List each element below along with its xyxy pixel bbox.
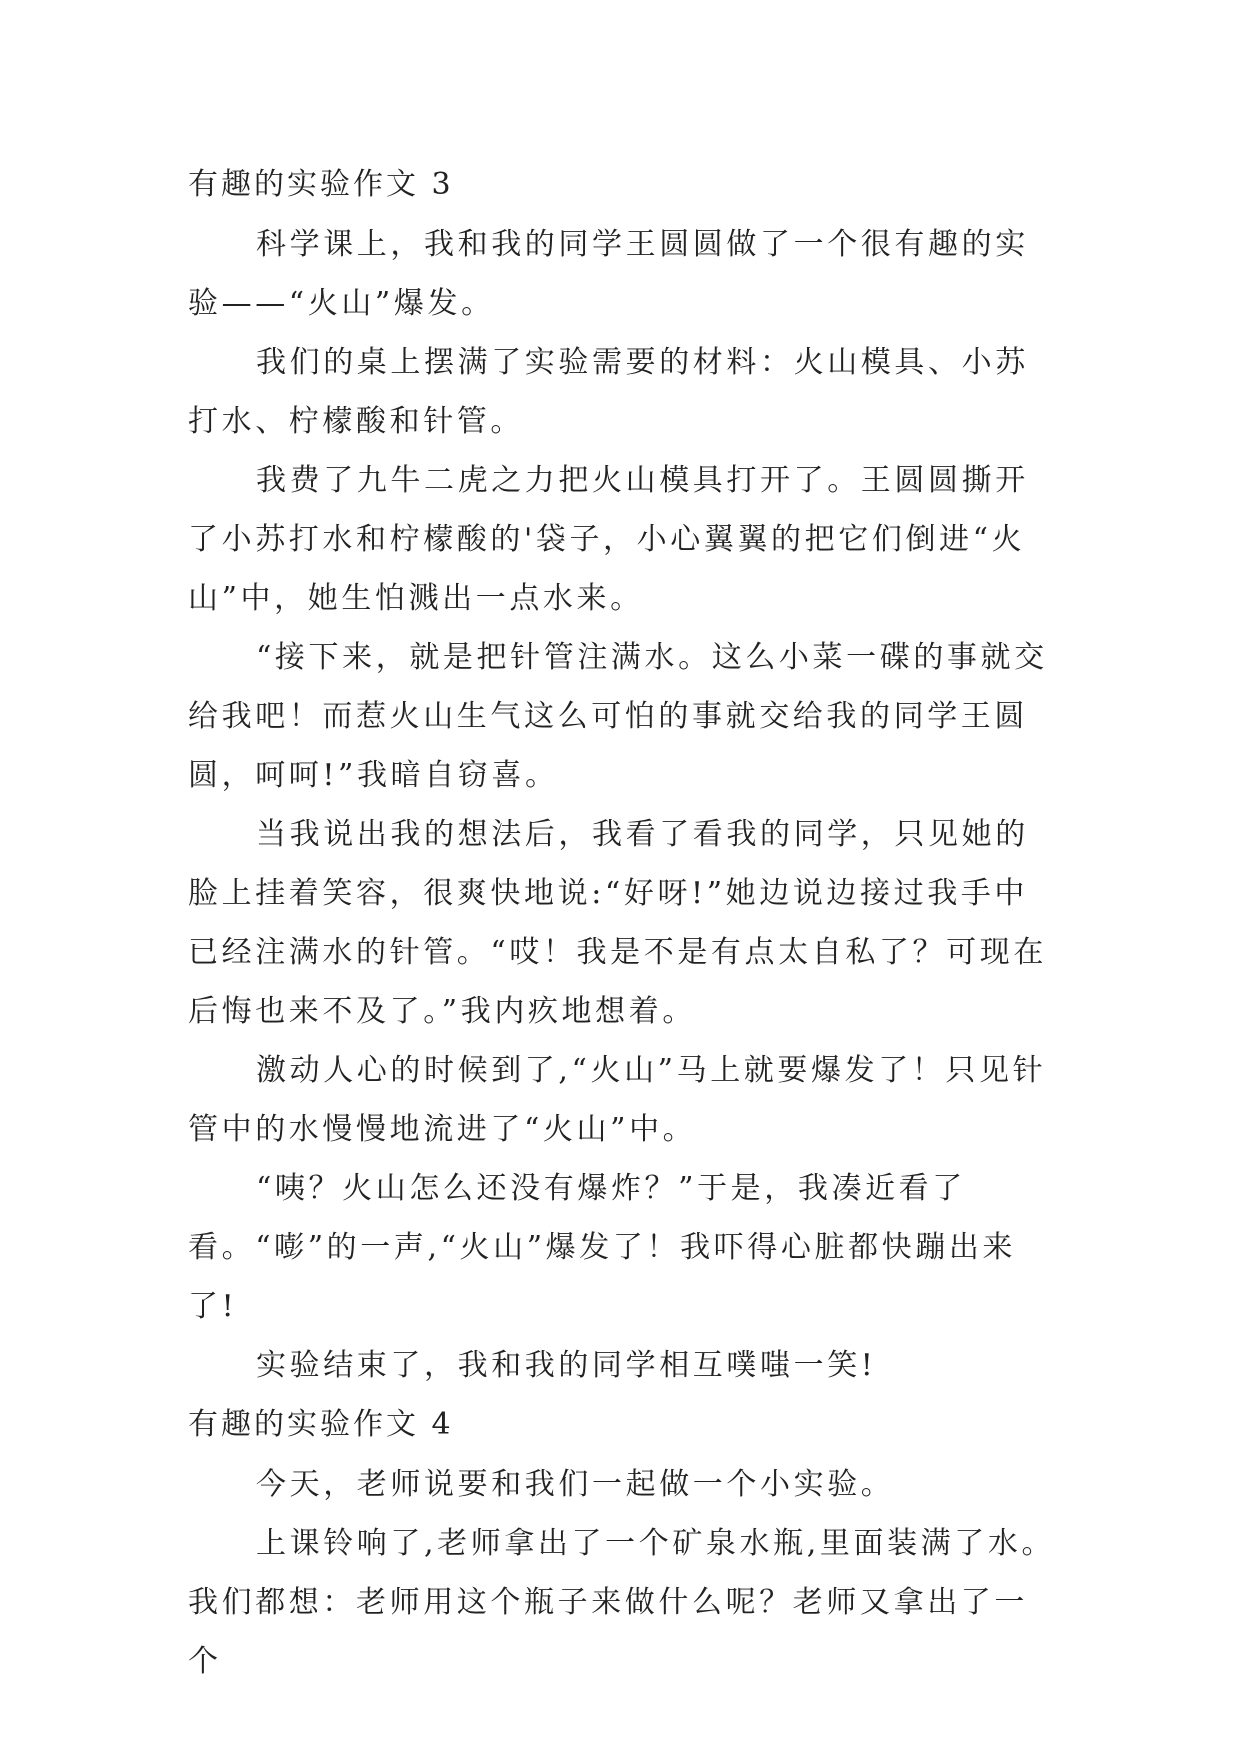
essay-paragraph: “咦？火山怎么还没有爆炸？”于是，我凑近看了看。“嘭”的一声,“火山”爆发了！我吓得心脏都快蹦出来了! [188,1171,1017,1324]
essay-paragraph: 我们的桌上摆满了实验需要的材料：火山模具、小苏打水、柠檬酸和针管。 [188,345,1029,439]
essay-paragraph: 今天，老师说要和我们一起做一个小实验。 [256,1467,895,1502]
essay-paragraph: 当我说出我的想法后，我看了看我的同学，只见她的脸上挂着笑容，很爽快地说:“好呀!”她边说边接过我手中已经注满水的针管。“哎！我是不是有点太自私了？可现在后悔也来不及了。”我内疚地想着。 [188,817,1047,1029]
essay-paragraph: 科学课上，我和我的同学王圆圆做了一个很有趣的实验——“火山”爆发。 [188,227,1029,321]
essay-title: 有趣的实验作文 4 [188,1407,454,1442]
essay-paragraph: 我费了九牛二虎之力把火山模具打开了。王圆圆撕开了小苏打水和柠檬酸的'袋子，小心翼翼的把它们倒进“火山”中，她生怕溅出一点水来。 [188,463,1029,616]
essay-paragraph: “接下来，就是把针管注满水。这么小菜一碟的事就交给我吧！而惹火山生气这么可怕的事就交给我的同学王圆圆，呵呵!”我暗自窃喜。 [188,640,1048,793]
essay-title: 有趣的实验作文 3 [188,167,454,202]
essay-paragraph: 实验结束了，我和我的同学相互噗嗤一笑! [256,1348,877,1383]
essay-paragraph: 激动人心的时候到了,“火山”马上就要爆发了！只见针管中的水慢慢地流进了“火山”中。 [188,1053,1047,1147]
document-body [188,155,1058,1691]
essay-paragraph: 上课铃响了,老师拿出了一个矿泉水瓶,里面装满了水。我们都想：老师用这个瓶子来做什么呢？老师又拿出了一个 [188,1526,1056,1679]
